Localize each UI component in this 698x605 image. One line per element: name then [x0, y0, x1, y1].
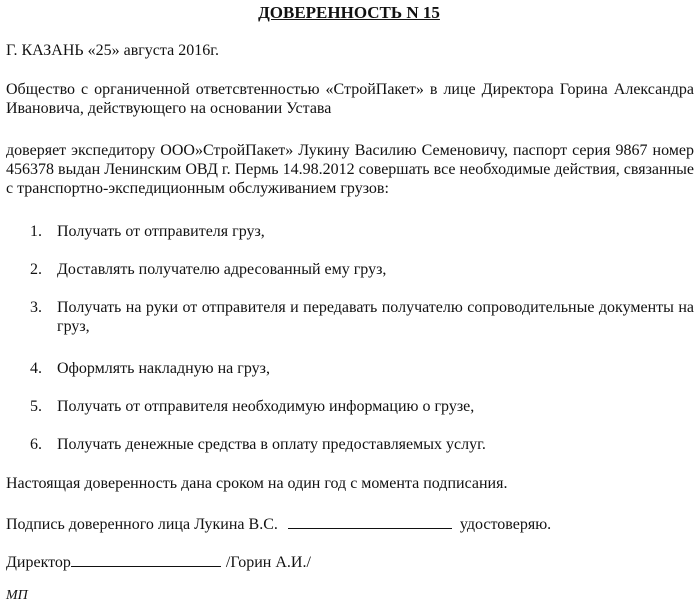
list-item-text: Получать на руки от отправителя и передавать получателю сопроводительные документы на груз,: [57, 299, 694, 335]
list-item: [30, 397, 694, 416]
director-label: Директор: [6, 554, 71, 571]
signature-label: Подпись доверенного лица Лукина В.С.: [6, 516, 278, 533]
document-title-text: ДОВЕРЕННОСТЬ N 15: [258, 3, 440, 22]
list-item-number: 3.: [30, 299, 42, 316]
signature-suffix: удостоверяю.: [459, 516, 552, 533]
signature-line: [6, 514, 694, 534]
list-item: [30, 359, 694, 378]
grant-paragraph: доверяет экспедитору ООО»СтройПакет» Лукину Василию Семеновичу, паспорт серия 9867 номер 456378 выдан Ленинским ОВД г. Пермь 14.98.2012 совершать все необходимые действия, связанные с транспортно-экспедиционным обслуживанием грузов:: [6, 142, 694, 197]
validity-paragraph: Настоящая доверенность дана сроком на один год с момента подписания.: [6, 475, 508, 492]
place-date: Г. КАЗАНЬ «25» августа 2016г.: [6, 42, 219, 59]
stamp-label: МП: [6, 588, 28, 603]
list-item-text: Получать от отправителя груз,: [57, 223, 265, 240]
list-item-number: 4.: [30, 360, 42, 377]
list-item-number: 6.: [30, 436, 42, 453]
list-item: [30, 222, 694, 241]
list-item-number: 5.: [30, 398, 42, 415]
list-item-text: Получать от отправителя необходимую информацию о грузе,: [57, 398, 475, 415]
list-item-text: Оформлять накладную на груз,: [57, 360, 270, 377]
list-item-number: 2.: [30, 261, 42, 278]
list-item: [30, 260, 694, 279]
document-title: [0, 3, 698, 22]
list-item-number: 1.: [30, 223, 42, 240]
director-line: [6, 552, 694, 572]
list-item-text: Получать денежные средства в оплату предоставляемых услуг.: [57, 436, 486, 453]
list-item-text: Доставлять получателю адресованный ему груз,: [57, 261, 387, 278]
director-name: /Горин А.И./: [225, 554, 311, 571]
principal-paragraph: Общество с органиченной ответсвтенностью «СтройПакет» в лице Директора Горина Александра Ивановича, действующего на основании Устава: [6, 81, 694, 117]
list-item: [30, 435, 694, 454]
signature-blank: [288, 514, 452, 529]
list-item: [30, 298, 694, 336]
director-signature-blank: [71, 552, 221, 567]
